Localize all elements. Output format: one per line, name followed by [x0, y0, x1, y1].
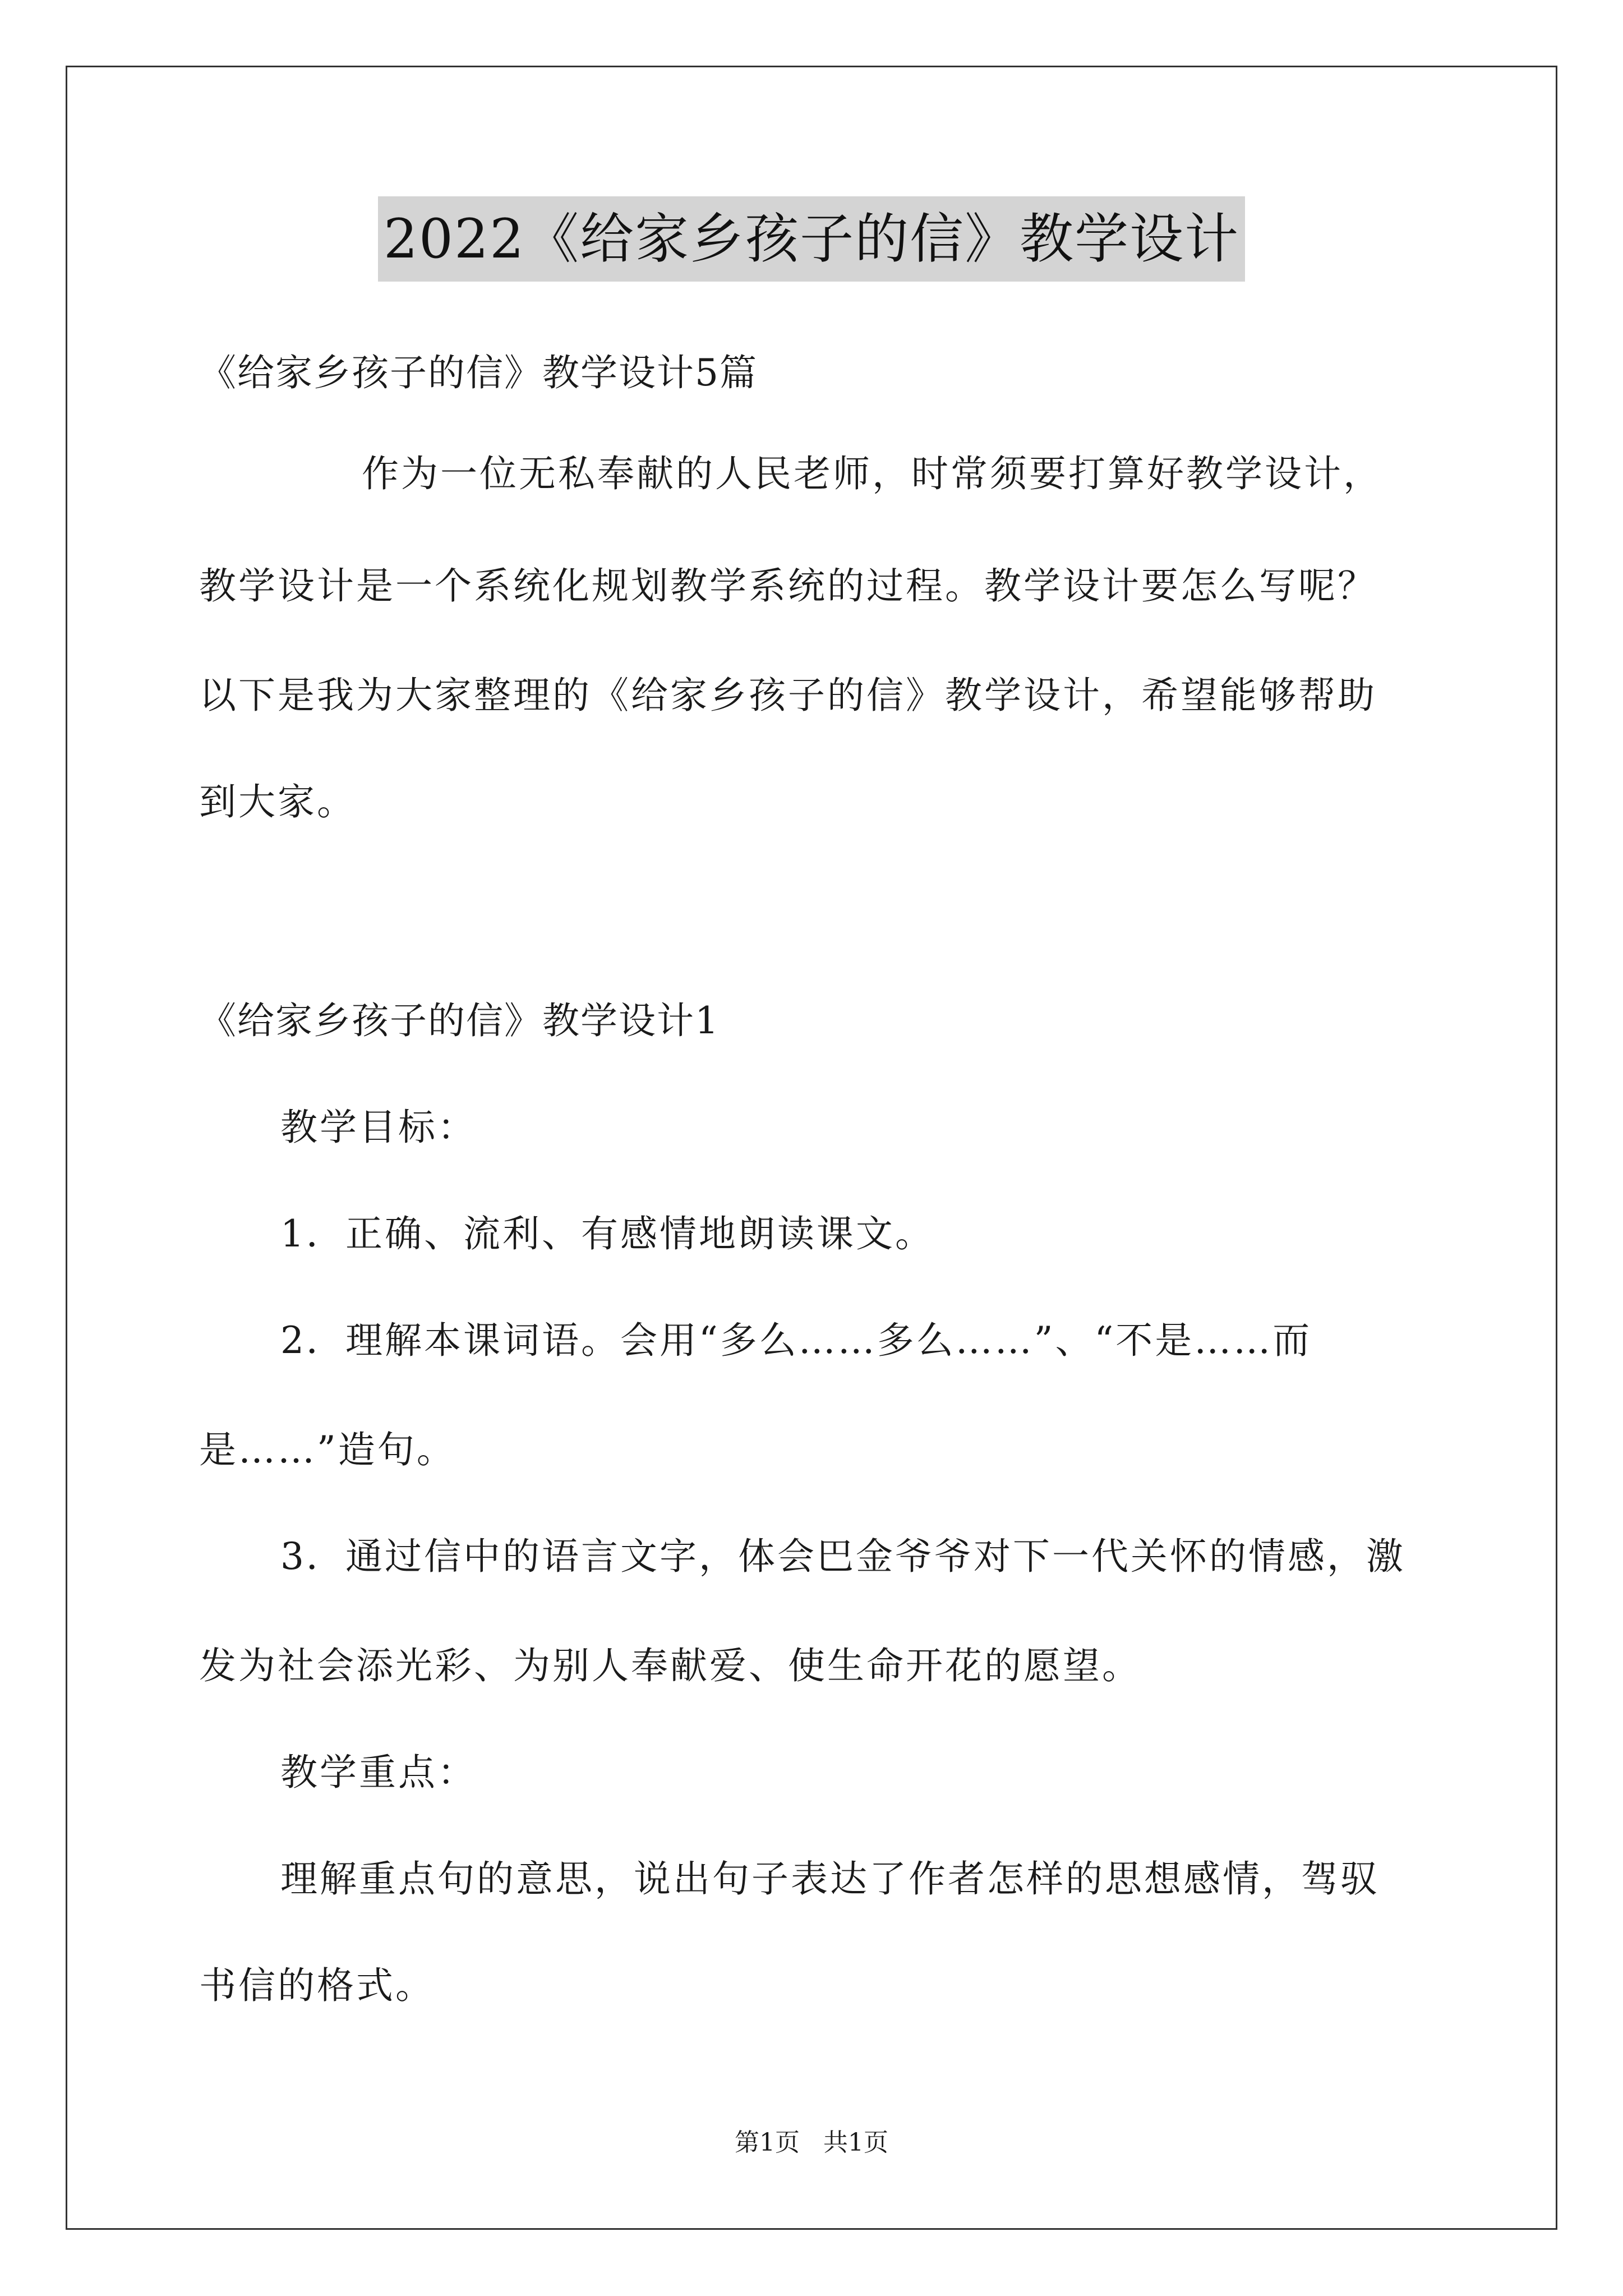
key-points-line-2: 书信的格式。: [199, 1964, 435, 2007]
objective-2-line-2: 是……”造句。: [199, 1428, 456, 1471]
key-points-line-1: 理解重点句的意思，说出句子表达了作者怎样的思想感情，驾驭: [280, 1857, 1380, 1901]
intro-paragraph-line-2: 教学设计是一个系统化规划教学系统的过程。教学设计要怎么写呢？: [199, 564, 1377, 608]
intro-paragraph-line-1: 作为一位无私奉献的人民老师，时常须要打算好教学设计，: [362, 452, 1382, 495]
objective-3-line-1: 3．通过信中的语言文字，体会巴金爷爷对下一代关怀的情感，激: [280, 1535, 1405, 1578]
title-container: [0, 196, 1623, 282]
intro-paragraph-line-3: 以下是我为大家整理的《给家乡孩子的信》教学设计，希望能够帮助: [199, 674, 1377, 717]
document-title: 2022《给家乡孩子的信》教学设计: [378, 196, 1245, 282]
objectives-label: 教学目标：: [280, 1106, 477, 1149]
objective-1: 1．正确、流利、有感情地朗读课文。: [280, 1212, 934, 1255]
subtitle-line: 《给家乡孩子的信》教学设计5篇: [199, 351, 758, 394]
intro-paragraph-line-4: 到大家。: [199, 780, 356, 823]
page-footer: 第1页 共1页: [735, 2128, 888, 2157]
objective-3-line-2: 发为社会添光彩、为别人奉献爱、使生命开花的愿望。: [199, 1644, 1141, 1687]
section-heading: 《给家乡孩子的信》教学设计1: [199, 999, 720, 1042]
key-points-label: 教学重点：: [280, 1751, 477, 1794]
objective-2-line-1: 2．理解本课词语。会用“多么……多么……”、“不是……而: [280, 1319, 1312, 1362]
